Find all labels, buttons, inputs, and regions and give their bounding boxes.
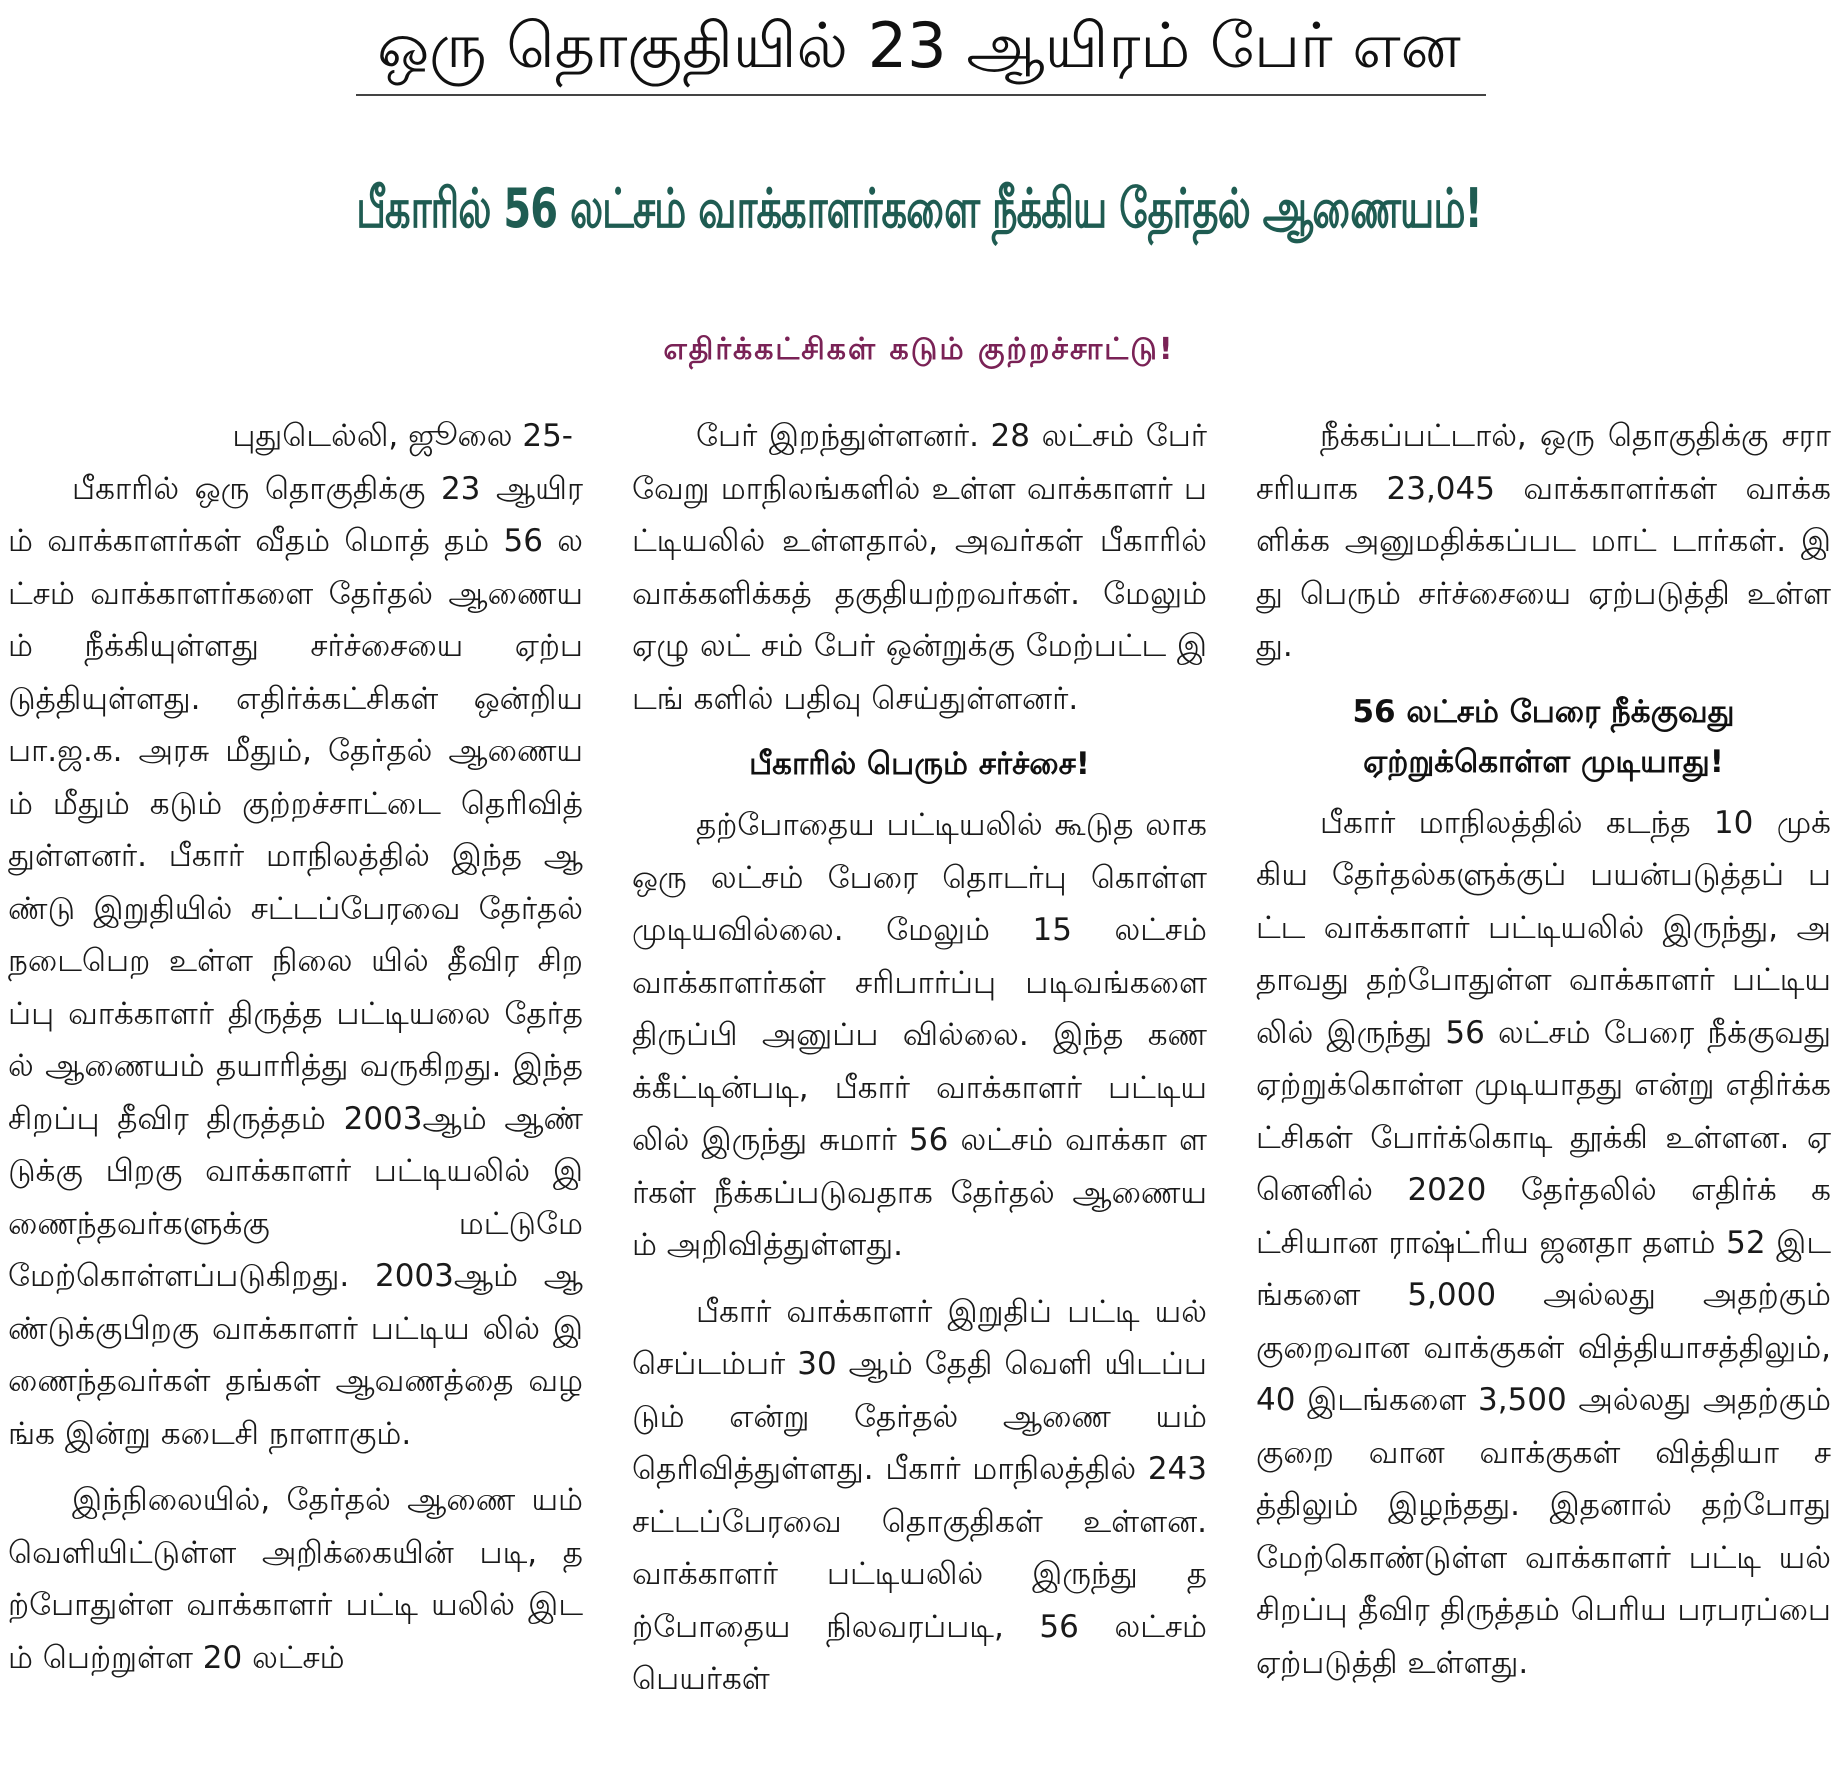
col3-paragraph-2: பீகார் மாநிலத்தில் கடந்த 10 முக் கிய தேர்தல்களுக்குப் பயன்படுத்தப் பட்ட வாக்காளர் பட்டியலில் இருந்து, அதாவது தற்போதுள்ள வாக்காளர் பட்டியலில் இருந்து 56 லட்சம் பேரை நீக்குவது ஏற்றுக்கொள்ள முடியாதது என்று எதிர்க்கட்சிகள் போர்க்கொடி தூக்கி உள்ளன. ஏனெனில் 2020 தேர்தலில் எதிர்க் கட்சியான ராஷ்ட்ரிய ஜனதா தளம் 52 இடங்களை 5,000 அல்லது அதற்கும் குறைவான வாக்குகள் வித்தியாசத்திலும், 40 இடங்களை 3,500 அல்லது அதற்கும் குறை வான வாக்குகள் வித்தியா சத்திலும் இழந்தது. இதனால் தற்போது மேற்கொண்டுள்ள வாக்காளர் பட்டி யல் சிறப்பு தீவிர திருத்தம் பெரிய பரபரப்பை ஏற்படுத்தி உள்ளது.	[1256, 804, 1831, 1681]
article-column-2	[632, 410, 1207, 1766]
col1-paragraph-2: இந்நிலையில், தேர்தல் ஆணை யம் வெளியிட்டுள்ள அறிக்கையின் படி, தற்போதுள்ள வாக்காளர் பட்டி யலில் இடம் பெற்றுள்ள 20 லட்சம்	[8, 1482, 583, 1676]
col2-paragraph-3: பீகார் வாக்காளர் இறுதிப் பட்டி யல் செப்டம்பர் 30 ஆம் தேதி வெளி யிடப்படும் என்று தேர்தல் ஆணை யம் தெரிவித்துள்ளது. பீகார் மாநிலத்தில் 243 சட்டப்பேரவை தொகுதிகள் உள்ளன. வாக்காளர் பட்டியலில் இருந்து தற்போதைய நிலவரப்படி, 56 லட்சம் பெயர்கள்	[632, 1293, 1207, 1697]
col1-paragraph-1: பீகாரில் ஒரு தொகுதிக்கு 23 ஆயிரம் வாக்காளர்கள் வீதம் மொத் தம் 56 லட்சம் வாக்காளர்களை தேர்தல் ஆணையம் நீக்கியுள்ளது சர்ச்சையை ஏற்படுத்தியுள்ளது. எதிர்க்கட்சிகள் ஒன்றிய பா.ஜ.க. அரசு மீதும், தேர்தல் ஆணையம் மீதும் கடும் குற்றச்சாட்டை தெரிவித் துள்ளனர். பீகார் மாநிலத்தில் இந்த ஆண்டு இறுதியில் சட்டப்பேரவை தேர்தல் நடைபெற உள்ள நிலை யில் தீவிர சிறப்பு வாக்காளர் திருத்த பட்டியலை தேர்தல் ஆணையம் தயாரித்து வருகிறது. இந்த சிறப்பு தீவிர திருத்தம் 2003ஆம் ஆண் டுக்கு பிறகு வாக்காளர் பட்டியலில் இணைந்தவர்களுக்கு மட்டுமே மேற்கொள்ளப்படுகிறது. 2003ஆம் ஆண்டுக்குபிறகு வாக்காளர் பட்டிய லில் இணைந்தவர்கள் தங்கள் ஆவணத்தை வழங்க இன்று கடைசி நாளாகும்.	[8, 470, 583, 1452]
col2-subheading: பீகாரில் பெரும் சர்ச்சை!	[749, 746, 1090, 782]
col3-subheading: 56 லட்சம் பேரை நீக்குவது ஏற்றுக்கொள்ள முடியாது!	[1352, 693, 1735, 780]
subhead: எதிர்க்கட்சிகள் கடும் குற்றச்சாட்டு!	[663, 332, 1175, 367]
col2-paragraph-1: பேர் இறந்துள்ளனர். 28 லட்சம் பேர் வேறு மாநிலங்களில் உள்ள வாக்காளர் பட்டியலில் உள்ளதால், அவர்கள் பீகாரில் வாக்களிக்கத் தகுதியற்றவர்கள். மேலும் ஏழு லட் சம் பேர் ஒன்றுக்கு மேற்பட்ட இடங் களில் பதிவு செய்துள்ளனர்.	[632, 418, 1207, 717]
headline: பீகாரில் 56 லட்சம் வாக்காளர்களை நீக்கிய தேர்தல் ஆணையம்!	[356, 178, 1482, 241]
kicker-rule	[356, 94, 1486, 96]
dateline: புதுடெல்லி, ஜூலை 25-	[232, 418, 573, 454]
article-column-3	[1256, 410, 1831, 1766]
col2-paragraph-2: தற்போதைய பட்டியலில் கூடுத லாக ஒரு லட்சம் பேரை தொடர்பு கொள்ள முடியவில்லை. மேலும் 15 லட்சம் வாக்காளர்கள் சரிபார்ப்பு படிவங்களை திருப்பி அனுப்ப வில்லை. இந்த கணக்கீட்டின்படி, பீகார் வாக்காளர் பட்டியலில் இருந்து சுமார் 56 லட்சம் வாக்கா ளர்கள் நீக்கப்படுவதாக தேர்தல் ஆணையம் அறிவித்துள்ளது.	[632, 807, 1207, 1263]
article-column-1	[8, 410, 583, 1766]
col3-paragraph-1: நீக்கப்பட்டால், ஒரு தொகுதிக்கு சரா சரியாக 23,045 வாக்காளர்கள் வாக்களிக்க அனுமதிக்கப்பட மாட் டார்கள். இது பெரும் சர்ச்சையை ஏற்படுத்தி உள்ளது.	[1256, 418, 1831, 664]
kicker: ஒரு தொகுதியில் 23 ஆயிரம் பேர் என	[377, 9, 1461, 82]
